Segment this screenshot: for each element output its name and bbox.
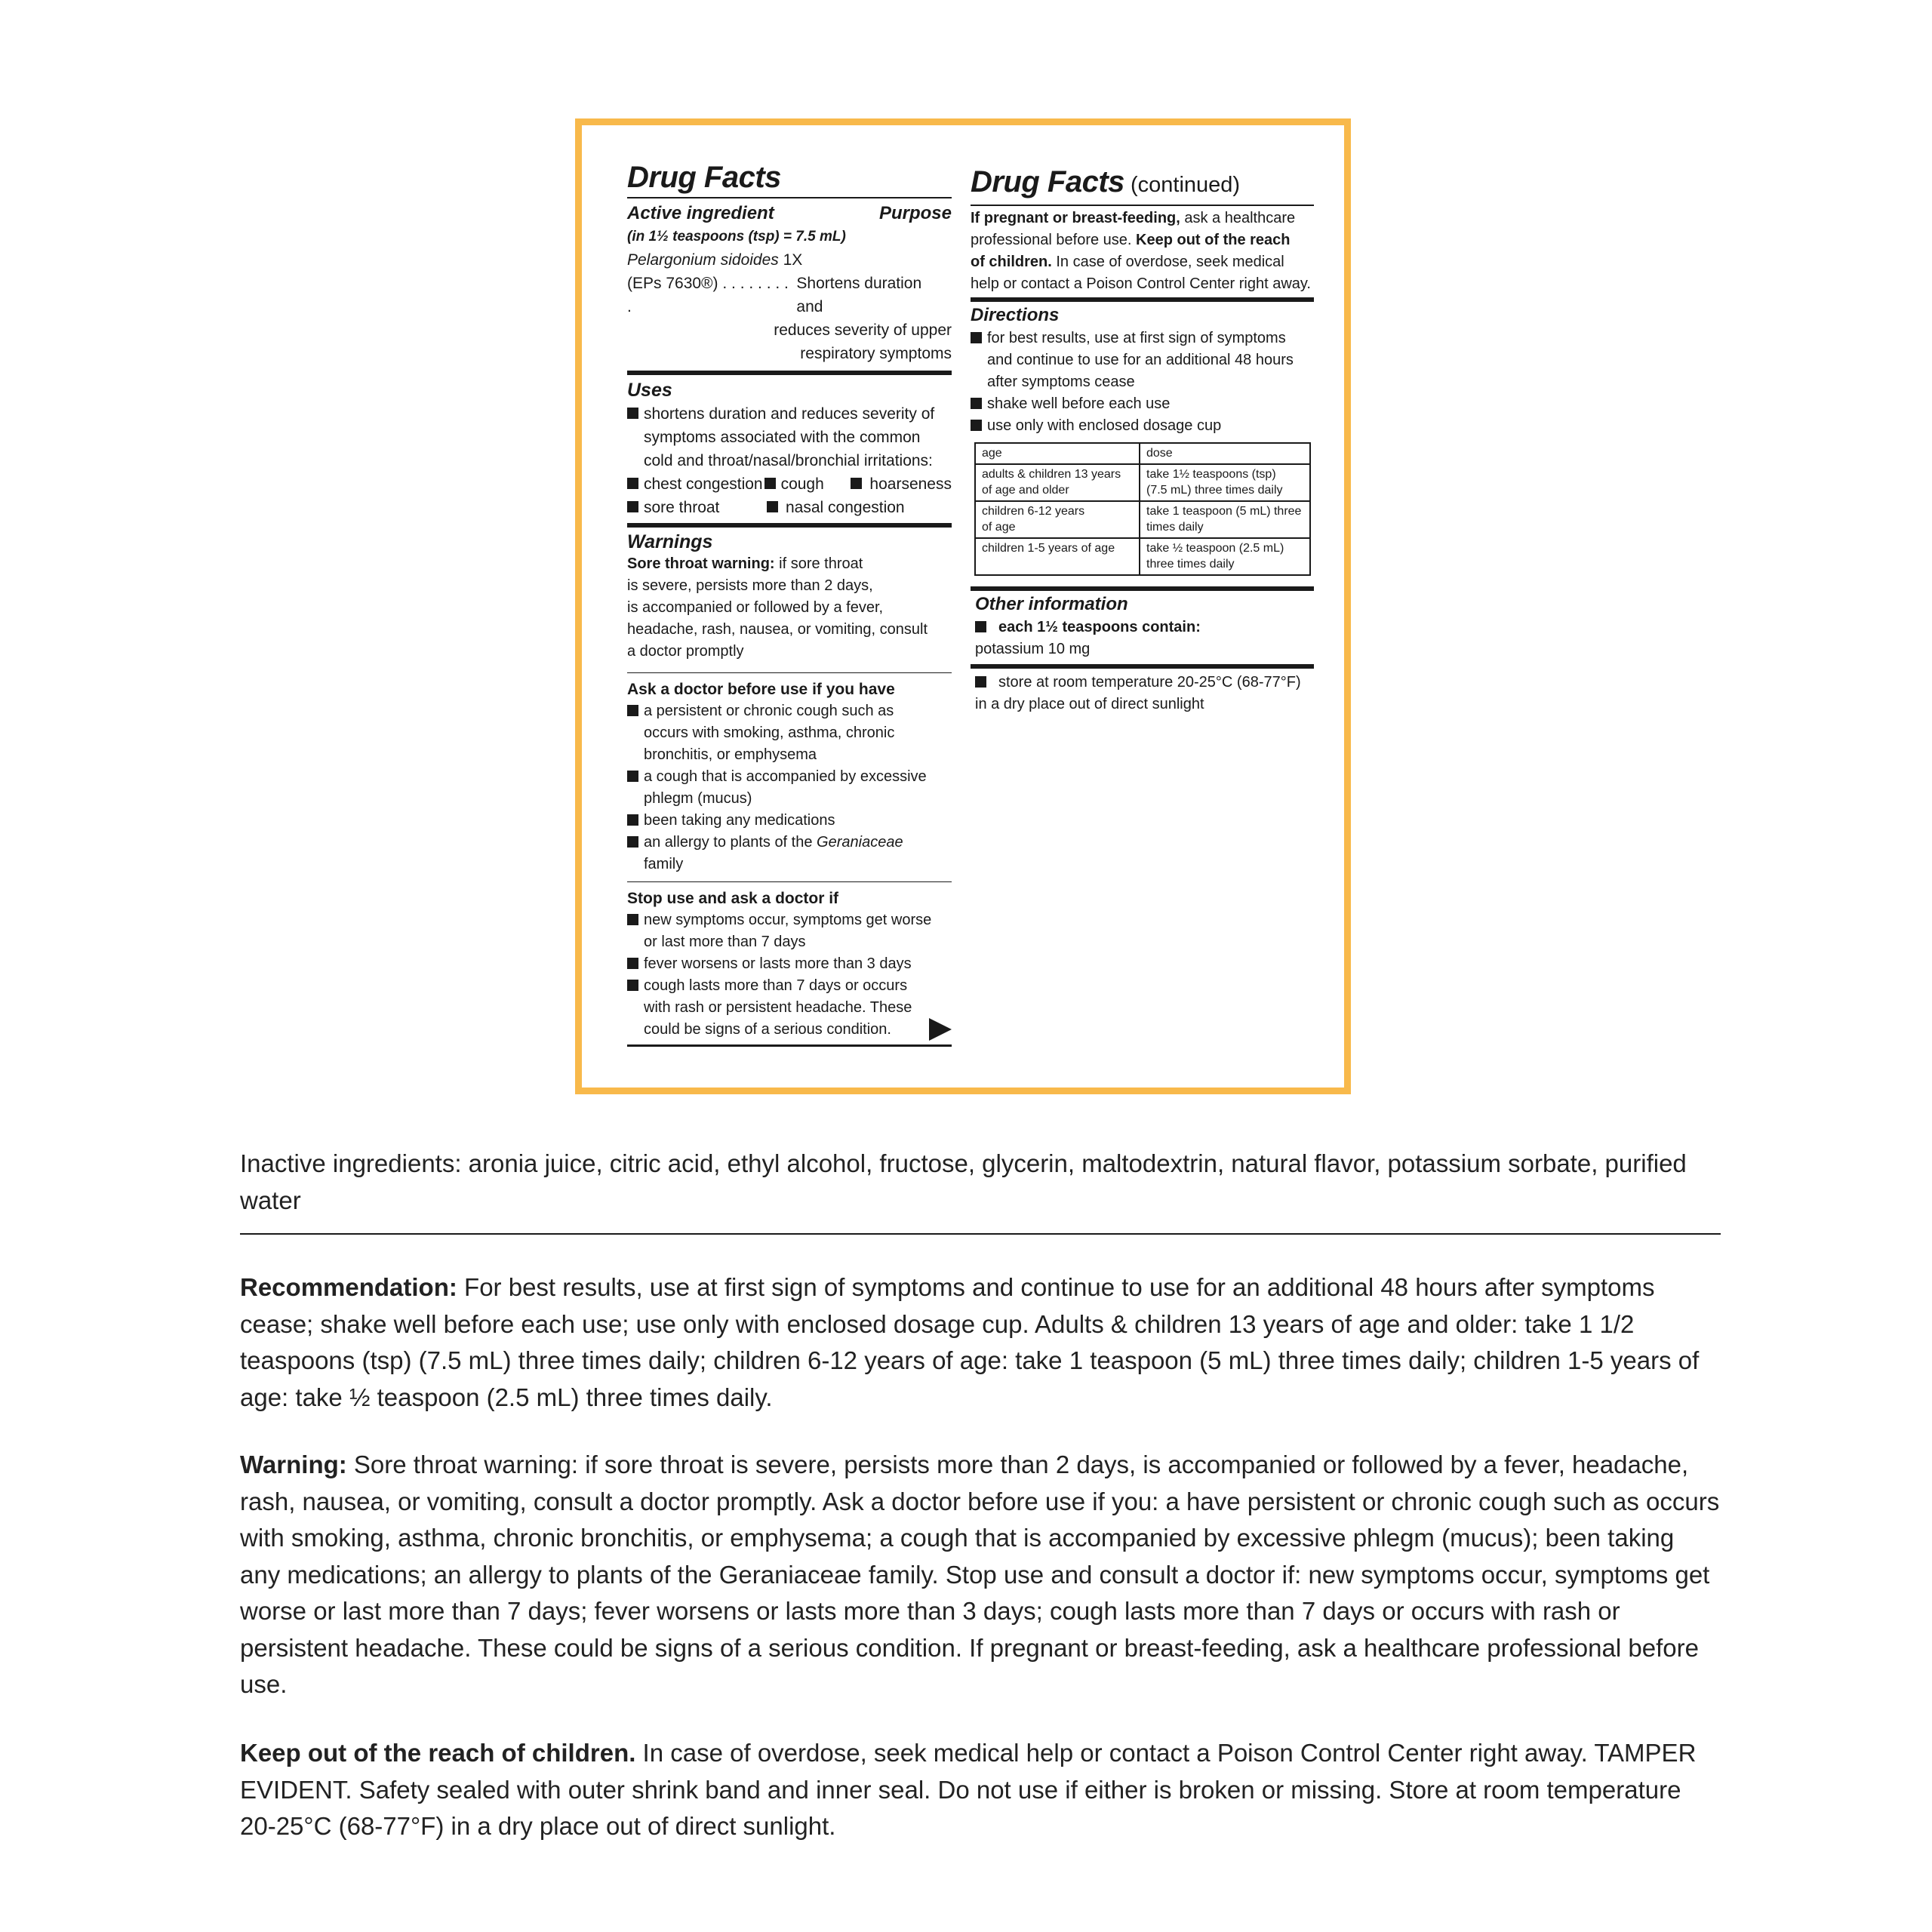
table-header-row — [975, 443, 1310, 464]
divider — [627, 672, 952, 673]
divider — [971, 664, 1314, 669]
bullet-square-icon — [627, 914, 638, 925]
ask-doctor-item: a persistent or chronic cough such as occurs with smoking, asthma, chronic bronchitis, or emphysema — [627, 700, 952, 766]
ingredient-name: Pelargonium sidoides — [627, 251, 779, 269]
purpose-line: reduces severity of upper — [774, 321, 952, 339]
bullet-square-icon — [627, 958, 638, 969]
bullet-square-icon — [627, 501, 638, 512]
other-info-text: potassium 10 mg — [975, 641, 1091, 657]
uses-line: shortens duration and reduces severity of — [644, 405, 935, 423]
recommendation-label: Recommendation: — [240, 1273, 457, 1301]
table-row: adults & children 13 years of age and older take 1½ teaspoons (tsp) (7.5 mL) three times daily — [975, 464, 1310, 501]
inactive-ingredients: Inactive ingredients: aronia juice, citric acid, ethyl alcohol, fructose, glycerin, maltodextrin, natural flavor, potassium sorbate, purified water — [240, 1149, 1687, 1214]
divider — [627, 1044, 952, 1047]
drug-facts-right-column — [971, 165, 1314, 715]
symptom-item: nasal congestion — [767, 496, 905, 519]
uses-item — [627, 402, 952, 472]
pregnancy-and-children-warning: If pregnant or breast-feeding, ask a healthcare professional before use. Keep out of the reach of children. In case of overdose, seek medical help or contact a Poison Control Center right away. — [971, 210, 1311, 292]
purpose-line: respiratory symptoms — [800, 345, 952, 362]
active-ingredient-heading: Active ingredient — [627, 203, 774, 223]
directions-item: for best results, use at first sign of symptoms and continue to use for an additional 48 hours after symptoms cease — [971, 328, 1314, 393]
bullet-square-icon — [627, 478, 638, 489]
drug-facts-continued-title: Drug Facts (continued) — [971, 165, 1241, 198]
divider — [627, 881, 952, 882]
other-info-item: each 1½ teaspoons contain: — [971, 617, 1314, 638]
bullet-square-icon — [627, 705, 638, 716]
divider — [627, 371, 952, 375]
table-header-dose: dose — [1140, 443, 1310, 464]
recommendation-paragraph — [240, 1269, 1721, 1416]
continued-arrow-icon — [929, 1018, 952, 1041]
sore-throat-label: Sore throat warning: — [627, 555, 775, 572]
drug-facts-label — [575, 118, 1351, 1094]
keep-out-label: Keep out of the reach of children. — [240, 1739, 636, 1767]
symptom-item: chest congestion — [627, 472, 764, 496]
symptom-item: hoarseness — [851, 472, 952, 496]
symptom-row — [627, 496, 952, 519]
uses-line: symptoms associated with the common — [644, 429, 921, 446]
stop-use-item: fever worsens or lasts more than 3 days — [627, 953, 952, 975]
directions-item: shake well before each use — [971, 393, 1314, 415]
table-row: children 1-5 years of age take ½ teaspoon (2.5 mL) three times daily — [975, 538, 1310, 575]
drug-facts-title: Drug Facts — [627, 161, 781, 194]
bullet-square-icon — [971, 398, 982, 409]
serving-note: (in 1½ teaspoons (tsp) = 7.5 mL) — [627, 229, 846, 245]
bullet-square-icon — [971, 332, 982, 343]
uses-line: cold and throat/nasal/bronchial irritations: — [644, 452, 933, 469]
ask-doctor-item: been taking any medications — [627, 810, 952, 832]
bullet-square-icon — [627, 836, 638, 848]
warning-text: Sore throat warning: if sore throat is severe, persists more than 2 days, is accompanied or followed by a fever, headache, rash, nausea, or vomiting, consult a doctor promptly. Ask a doctor before use if you: a have persistent or chronic cough such as occurs with smoking, asthma, chronic bronchitis, or emphysema; a cough that is accompanied by excessive phlegm (mucus); been taking any medications; an allergy to plants of the Geraniaceae family. Stop use and consult a doctor if: new symptoms occur, symptoms get worse or last more than 7 days; fever worsens or lasts more than 3 days; cough lasts more than 7 days or occurs with rash or persistent headache. These could be signs of a serious condition. If pregnant or breast-feeding, ask a healthcare professional before use. — [240, 1451, 1720, 1698]
divider — [971, 586, 1314, 591]
divider — [627, 523, 952, 528]
storage-line: in a dry place out of direct sunlight — [975, 696, 1204, 712]
ingredient-code: (EPs 7630®) . . . . . . . . . — [627, 275, 789, 315]
sore-throat-warning: Sore throat warning: if sore throat is severe, persists more than 2 days, is accompanied or followed by a fever, headache, rash, nausea, or vomiting, consult a doctor promptly — [627, 555, 928, 660]
ask-doctor-item: an allergy to plants of the Geraniaceae family — [627, 832, 952, 875]
ingredient-potency: 1X — [778, 251, 803, 269]
storage-item: store at room temperature 20-25°C (68-77°F) — [971, 672, 1314, 694]
drug-facts-left-column — [627, 160, 952, 1047]
bullet-square-icon — [627, 408, 638, 419]
divider — [240, 1233, 1721, 1235]
warning-label: Warning: — [240, 1451, 347, 1478]
warnings-heading: Warnings — [627, 531, 713, 552]
bullet-square-icon — [627, 814, 638, 826]
ask-doctor-item: a cough that is accompanied by excessive phlegm (mucus) — [627, 766, 952, 810]
ingredient-name-line — [627, 248, 952, 272]
symptom-row — [627, 472, 952, 496]
dosage-table — [974, 442, 1311, 576]
bullet-square-icon — [627, 771, 638, 782]
bullet-square-icon — [971, 420, 982, 431]
ask-doctor-heading: Ask a doctor before use if you have — [627, 681, 895, 698]
divider — [971, 205, 1314, 206]
symptom-item: cough — [764, 472, 851, 496]
other-info-heading: Other information — [975, 594, 1128, 614]
table-header-age: age — [975, 443, 1140, 464]
stop-use-item: cough lasts more than 7 days or occurs with rash or persistent headache. These could be signs of a serious condition. — [627, 975, 952, 1041]
purpose-line: Shortens duration and — [796, 275, 922, 315]
warning-paragraph — [240, 1447, 1721, 1703]
stop-use-item: new symptoms occur, symptoms get worse or last more than 7 days — [627, 909, 952, 953]
divider — [971, 297, 1314, 302]
directions-item: use only with enclosed dosage cup — [971, 415, 1314, 437]
keep-out-text: In case of overdose, seek medical help or contact a Poison Control Center right away. TAMPER EVIDENT. Safety sealed with outer shrink band and inner seal. Do not use if either is broken or missing. Store at room temperature 20-25°C (68-77°F) in a dry place out of direct sunlight. — [240, 1739, 1697, 1840]
recommendation-text: For best results, use at first sign of symptoms and continue to use for an additional 48 hours after symptoms cease; shake well before each use; use only with enclosed dosage cup. Adults & children 13 years of age and older: take 1 1/2 teaspoons (tsp) (7.5 mL) three times daily; children 6-12 years of age: take 1 teaspoon (5 mL) three times daily; children 1-5 years of age: take ½ teaspoon (2.5 mL) three times daily. — [240, 1273, 1700, 1411]
bullet-square-icon — [975, 676, 986, 688]
divider — [627, 197, 952, 198]
bullet-square-icon — [851, 478, 862, 489]
bullet-square-icon — [767, 501, 778, 512]
bullet-square-icon — [975, 621, 986, 632]
keep-out-paragraph — [240, 1735, 1721, 1845]
uses-heading: Uses — [627, 380, 672, 401]
table-row: children 6-12 years of age take 1 teaspoon (5 mL) three times daily — [975, 501, 1310, 538]
stop-use-heading: Stop use and ask a doctor if — [627, 890, 839, 907]
purpose-heading: Purpose — [878, 203, 952, 223]
symptom-item: sore throat — [627, 496, 767, 519]
directions-heading: Directions — [971, 305, 1060, 325]
bullet-square-icon — [764, 478, 776, 489]
bullet-square-icon — [627, 980, 638, 991]
